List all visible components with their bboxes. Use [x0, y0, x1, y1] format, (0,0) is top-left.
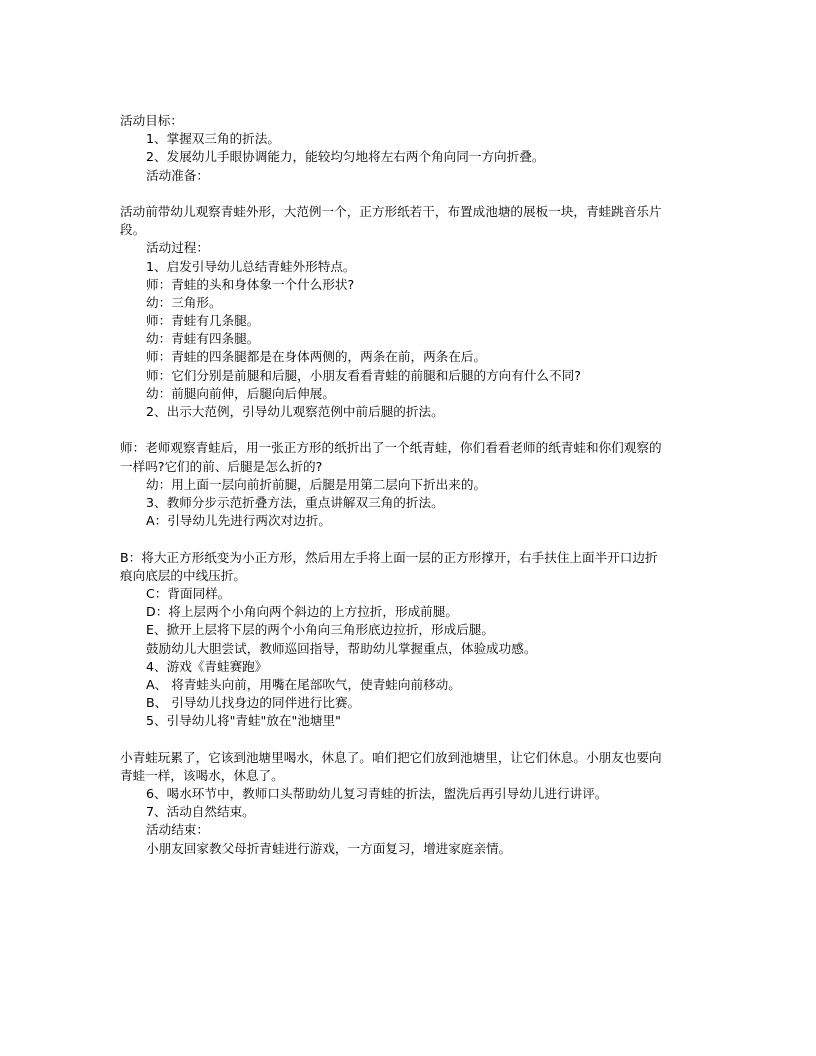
text-line: 7、活动自然结束。 — [146, 804, 255, 820]
text-line: 幼：用上面一层向前折前腿，后腿是用第二层向下折出来的。 — [146, 476, 487, 492]
text-line: 1、掌握双三角的折法。 — [146, 131, 280, 147]
text-line: 活动过程： — [146, 240, 209, 256]
text-line: 5、引导幼儿将"青蛙"放在"池塘里" — [146, 713, 341, 729]
text-line: 幼：三角形。 — [146, 294, 222, 310]
text-line: 活动准备： — [146, 167, 209, 183]
paragraph: 师：老师观察青蛙后，用一张正方形的纸折出了一个纸青蛙，你们看看老师的纸青蛙和你们观察的一样吗?它们的前、后腿是怎么折的? — [120, 440, 662, 474]
paragraph-gap — [120, 421, 700, 439]
paragraph-gap — [120, 185, 700, 203]
text-line: 小朋友回家教父母折青蛙进行游戏，一方面复习，增进家庭亲情。 — [146, 840, 512, 856]
text-line: 6、喝水环节中，教师口头帮助幼儿复习青蛙的折法，盥洗后再引导幼儿进行讲评。 — [146, 786, 608, 802]
text-line: C：背面同样。 — [146, 585, 231, 601]
text-line: 师：青蛙的头和身体象一个什么形状? — [146, 276, 355, 292]
paragraph-gap — [120, 730, 700, 748]
text-line: 鼓励幼儿大胆尝试，教师巡回指导，帮助幼儿掌握重点，体验成功感。 — [146, 640, 537, 656]
text-line: 活动目标： — [120, 113, 183, 128]
text-line: A、 将青蛙头向前，用嘴在尾部吹气，使青蛙向前移动。 — [146, 676, 461, 692]
text-line: B、 引导幼儿找身边的同伴进行比赛。 — [146, 695, 361, 711]
text-line: 2、出示大范例，引导幼儿观察范例中前后腿的折法。 — [146, 404, 444, 420]
text-line: 1、启发引导幼儿总结青蛙外形特点。 — [146, 258, 356, 274]
text-line: 幼：青蛙有四条腿。 — [146, 331, 260, 347]
text-line: A：引导幼儿先进行两次对边折。 — [146, 513, 331, 529]
document-body — [120, 112, 700, 858]
text-line: 师：青蛙有几条腿。 — [146, 313, 260, 329]
text-line: 幼：前腿向前伸，后腿向后伸展。 — [146, 385, 335, 401]
text-line: 师：它们分别是前腿和后腿，小朋友看看青蛙的前腿和后腿的方向有什么不同? — [146, 367, 581, 383]
text-line: 活动结束： — [146, 822, 209, 838]
text-line: 3、教师分步示范折叠方法，重点讲解双三角的折法。 — [146, 495, 444, 510]
paragraph-gap — [120, 530, 700, 548]
paragraph: 小青蛙玩累了，它该到池塘里喝水，休息了。咱们把它们放到池塘里，让它们休息。小朋友也要向青蛙一样，该喝水，休息了。 — [120, 749, 662, 783]
paragraph: 活动前带幼儿观察青蛙外形，大范例一个，正方形纸若干，布置成池塘的展板一块，青蛙跳音乐片段。 — [120, 203, 662, 238]
text-line: 4、游戏《青蛙赛跑》 — [146, 658, 268, 674]
text-line: D：将上层两个小角向两个斜边的上方拉折，形成前腿。 — [146, 604, 458, 620]
paragraph: B：将大正方形纸变为小正方形，然后用左手将上面一层的正方形撑开，右手扶住上面半开口边折痕向底层的中线压折。 — [120, 549, 658, 583]
text-line: 师：青蛙的四条腿都是在身体两侧的，两条在前，两条在后。 — [146, 349, 487, 365]
text-line: E、掀开上层将下层的两个小角向三角形底边拉折，形成后腿。 — [146, 622, 494, 638]
text-line: 2、发展幼儿手眼协调能力，能较均匀地将左右两个角向同一方向折叠。 — [146, 149, 545, 165]
